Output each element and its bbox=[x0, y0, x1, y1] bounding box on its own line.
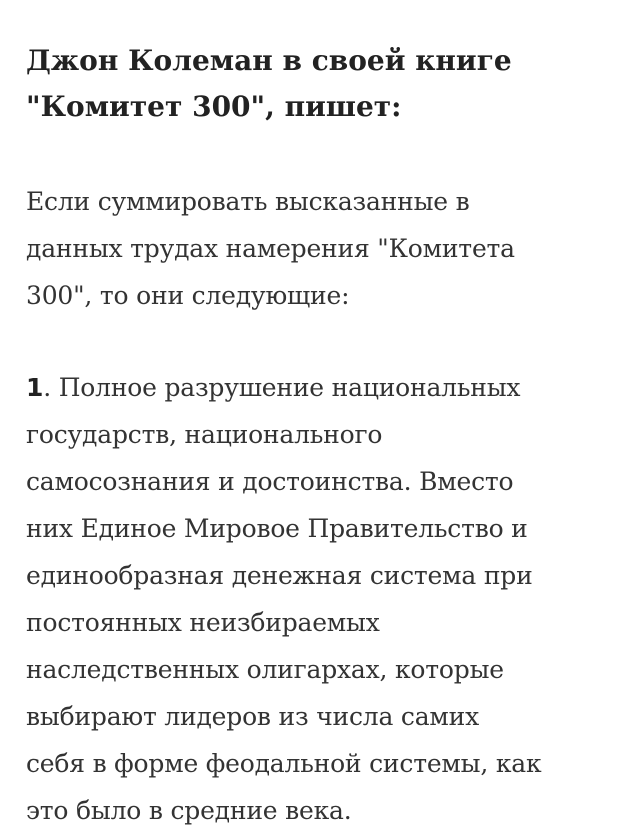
item-line-5: единообразная денежная система при bbox=[26, 561, 533, 590]
heading-line-1: Джон Колеман в своей книге bbox=[26, 44, 512, 77]
intro-line-3: 300", то они следующие: bbox=[26, 281, 350, 310]
item-line-10: это было в средние века. bbox=[26, 796, 352, 825]
intro-paragraph bbox=[26, 178, 626, 319]
item-line-8: выбирают лидеров из числа самих bbox=[26, 702, 480, 731]
item-line-3: самосознания и достоинства. Вместо bbox=[26, 467, 514, 496]
item-line-4: них Единое Мировое Правительство и bbox=[26, 514, 528, 543]
item-line-2: государств, национального bbox=[26, 420, 383, 449]
item-line-9: себя в форме феодальной системы, как bbox=[26, 749, 542, 778]
item-line-6: постоянных неизбираемых bbox=[26, 608, 380, 637]
heading-line-2: "Комитет 300", пишет: bbox=[26, 90, 402, 123]
list-item-1 bbox=[26, 364, 626, 834]
intro-line-2: данных трудах намерения "Комитета bbox=[26, 234, 515, 263]
item-number: 1 bbox=[26, 373, 44, 402]
item-line-1 bbox=[26, 364, 626, 411]
quote-heading bbox=[26, 38, 626, 130]
intro-line-1: Если суммировать высказанные в bbox=[26, 187, 470, 216]
item-line-7: наследственных олигархах, которые bbox=[26, 655, 504, 684]
item-line-1-text: . Полное разрушение национальных bbox=[43, 373, 521, 402]
